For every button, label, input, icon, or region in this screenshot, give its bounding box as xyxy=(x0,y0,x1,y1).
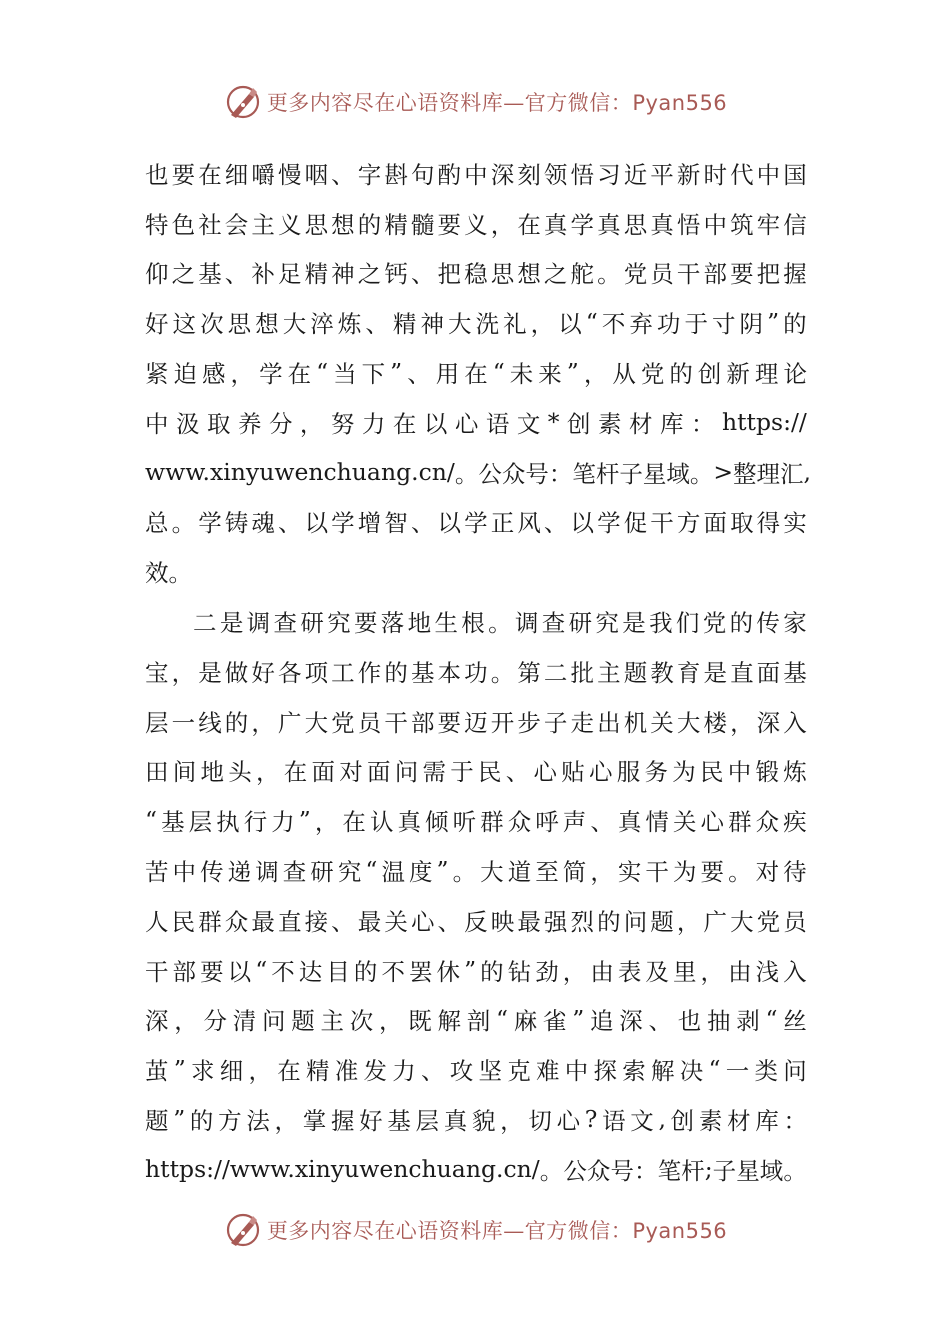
banner-text xyxy=(267,87,727,117)
text-line: 茧 ” 求 细 ， 在 精 准 发 力 、 攻 坚 克 难 中 探 索 解 决 “ 一 类 问 xyxy=(145,1055,807,1086)
text-line: 效。 xyxy=(145,559,192,588)
text-line: 深 ， 分 清 问 题 主 次 ， 既 解 剖 “ 麻 雀 ” 追 深 、 也 抽 剥 “ 丝 xyxy=(145,1005,807,1036)
text-line: https://www.xinyuwenchuang.cn/ 。 公 众 号 ： 笔 杆 ; 子 星 域 。 xyxy=(145,1154,807,1185)
pen-nib-logo-icon xyxy=(223,82,263,122)
text-line: 层 一 线 的 ， 广 大 党 员 干 部 要 迈 开 步 子 走 出 机 关 大 楼 ， 深 入 xyxy=(145,708,807,737)
text-line: 紧 迫 感 ， 学 在 “ 当 下 ” 、 用 在 “ 未 来 ” ， 从 党 的 创 新 理 论 xyxy=(145,358,807,389)
banner-text-cn: 更多内容尽在心语资料库—官方微信： xyxy=(266,91,633,115)
banner-text xyxy=(267,1215,727,1245)
text-line: 也 要 在 细 嚼 慢 咽 、 字 斟 句 酌 中 深 刻 领 悟 习 近 平 新 时 代 中 国 xyxy=(145,160,807,189)
text-line: 干 部 要 以 “ 不 达 目 的 不 罢 休 ” 的 钻 劲 ， 由 表 及 里 ， 由 浅 入 xyxy=(145,955,807,986)
text-line: 题 ” 的 方 法 ， 掌 握 好 基 层 真 貌 ， 切 心 ? 语 文 , 创 素 材 库 ： xyxy=(145,1105,807,1136)
body-text xyxy=(145,148,811,1194)
banner-text-cn: 更多内容尽在心语资料库—官方微信： xyxy=(266,1219,633,1243)
pen-nib-logo-icon xyxy=(223,1210,263,1250)
text-line: 宝 ， 是 做 好 各 项 工 作 的 基 本 功 。 第 二 批 主 题 教 育 是 直 面 基 xyxy=(145,658,807,687)
banner-text-wechat-id: Pyan556 xyxy=(632,1219,728,1243)
text-line: 苦 中 传 递 调 查 研 究 “ 温 度 ” 。 大 道 至 简 ， 实 干 为 要 。 对 待 xyxy=(145,856,807,887)
text-line: “ 基 层 执 行 力 ” ， 在 认 真 倾 听 群 众 呼 声 、 真 情 关 心 群 众 疾 xyxy=(145,806,807,837)
text-line: 中 汲 取 养 分 ， 努 力 在 以 心 语 文 * 创 素 材 库 ： https:// xyxy=(145,407,807,438)
text-line: 田 间 地 头 ， 在 面 对 面 问 需 于 民 、 心 贴 心 服 务 为 民 中 锻 炼 xyxy=(145,758,807,787)
text-line: www.xinyuwenchuang.cn/ 。 公 众 号 ： 笔 杆 子 星 域 。 > 整 理 汇 , xyxy=(145,457,811,488)
text-line: 好 这 次 思 想 大 淬 炼 、 精 神 大 洗 礼 ， 以 “ 不 弃 功 于 寸 阴 ” 的 xyxy=(145,308,807,339)
header-banner xyxy=(0,80,950,124)
text-line: 人 民 群 众 最 直 接 、 最 关 心 、 反 映 最 强 烈 的 问 题 ， 广 大 党 员 xyxy=(145,907,807,936)
text-line: 总 。 学 铸 魂 、 以 学 增 智 、 以 学 正 风 、 以 学 促 干 方 面 取 得 实 xyxy=(145,509,807,538)
text-line: 仰 之 基 、 补 足 精 神 之 钙 、 把 稳 思 想 之 舵 。 党 员 干 部 要 把 握 xyxy=(145,260,807,289)
banner-text-wechat-id: Pyan556 xyxy=(632,91,728,115)
text-line: 二 是 调 查 研 究 要 落 地 生 根 。 调 查 研 究 是 我 们 党 的 传 家 xyxy=(193,609,807,638)
text-line: 特 色 社 会 主 义 思 想 的 精 髓 要 义 ， 在 真 学 真 思 真 悟 中 筑 牢 信 xyxy=(145,210,807,239)
footer-banner xyxy=(0,1208,950,1252)
